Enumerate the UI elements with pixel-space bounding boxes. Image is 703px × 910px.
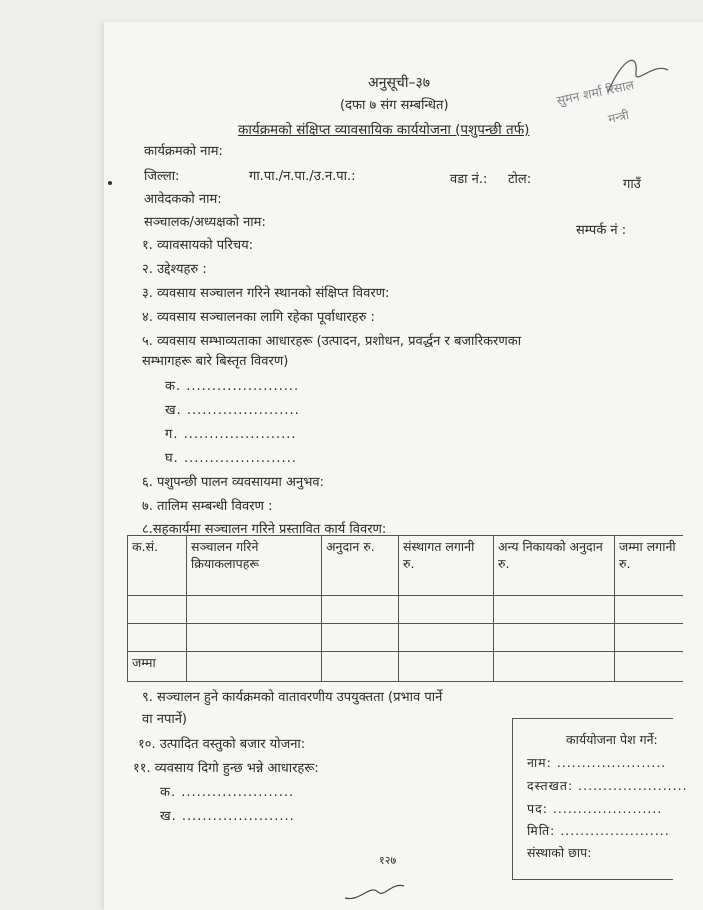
subitem-ka: क. ...................... [165,379,300,394]
minister-stamp-name: सुमन शर्मा रिसाल [555,76,636,109]
table-total-row [128,652,684,682]
col-institutional-investment: संस्थागत लगानी रु. [399,536,494,596]
total-label: जम्मा [128,652,187,682]
item-training: ७. तालिम सम्बन्धी विवरण : [142,499,273,514]
section-reference: (दफा ७ संग सम्बन्धित) [340,98,449,113]
subitem-kha: ख. ...................... [165,403,300,418]
submitter-post: पद: ...................... [527,801,663,816]
item-feasibility-cont: सम्भागहरू बारे बिस्तृत विवरण) [142,354,289,369]
submitter-signature: दस्तखत: ...................... [527,778,688,793]
municipality-label: गा.पा./न.पा./उ.न.पा.: [249,169,356,184]
contact-number-label: सम्पर्क नं : [576,223,627,238]
submitter-date: मिति: ...................... [527,823,670,838]
item-objectives: २. उद्देश्यहरु : [142,262,207,277]
table-row [128,624,684,652]
applicant-name-label: आवेदकको नाम: [144,192,222,207]
program-name-label: कार्यक्रमको नाम: [144,144,223,159]
initial-scribble [340,876,410,906]
subitem-ga: ग. ...................... [165,427,297,442]
signature-scribble [598,52,678,102]
document-title: कार्यक्रमको संक्षिप्त व्यावसायिक कार्ययोजना (पशुपन्छी तर्फ) [238,122,530,138]
binder-hole [108,181,112,185]
item-feasibility: ५. व्यवसाय सम्भाव्यताका आधारहरू (उत्पादन, प्रशोधन, प्रवर्द्धन र बजारिकरणका [142,334,522,349]
col-other-grant: अन्य निकायको अनुदान रु. [494,536,615,596]
item-environment-cont: वा नपार्ने) [142,712,187,727]
table-row [128,596,684,624]
subitem-gha: घ. ...................... [165,451,297,466]
col-serial: क.सं. [128,536,187,596]
submitter-title: कार्ययोजना पेश गर्ने: [566,732,658,747]
schedule-heading: अनुसूची–३७ [368,75,431,91]
item-infrastructure: ४. व्यवसाय सञ्चालनका लागि रहेका पूर्वाधारहरु : [142,310,375,325]
col-total-investment: जम्मा लगानी रु. [615,536,684,596]
ward-label: वडा नं.: [450,172,488,187]
item-market-plan: १०. उत्पादित वस्तुको बजार योजना: [138,737,306,752]
col-grant: अनुदान रु. [322,536,399,596]
item-introduction: १. व्यावसायको परिचय: [142,238,254,253]
tole-label: टोल: [508,172,532,187]
organization-seal-label: संस्थाको छाप: [527,845,592,860]
subitem2-ka: क. ...................... [160,785,295,800]
subitem2-kha: ख. ...................... [160,809,295,824]
item-sustainability: ११. व्यवसाय दिगो हुन्छ भन्ने आधारहरू: [133,761,319,776]
operator-name-label: सञ्चालक/अध्यक्षको नाम: [144,215,266,230]
item-location: ३. व्यवसाय सञ्चालन गरिने स्थानको संक्षिप्त विवरण: [142,286,390,301]
page-number: १२७ [379,854,397,867]
col-activities: सञ्चालन गरिने क्रियाकलापहरू [187,536,322,596]
submitter-name: नाम: ...................... [527,755,667,770]
village-label: गाउँ [623,177,641,192]
minister-stamp-title: मन्त्री [606,107,631,126]
proposed-work-table [127,535,683,682]
item-environment: ९. सञ्चालन हुने कार्यक्रमको वातावरणीय उपयुक्तता (प्रभाव पार्ने [142,690,443,705]
item-experience: ६. पशुपन्छी पालन व्यवसायमा अनुभव: [142,475,324,490]
district-label: जिल्ला: [144,169,180,184]
item-proposed-work: ८.सहकार्यमा सञ्चालन गरिने प्रस्तावित कार्य विवरण: [142,522,387,537]
